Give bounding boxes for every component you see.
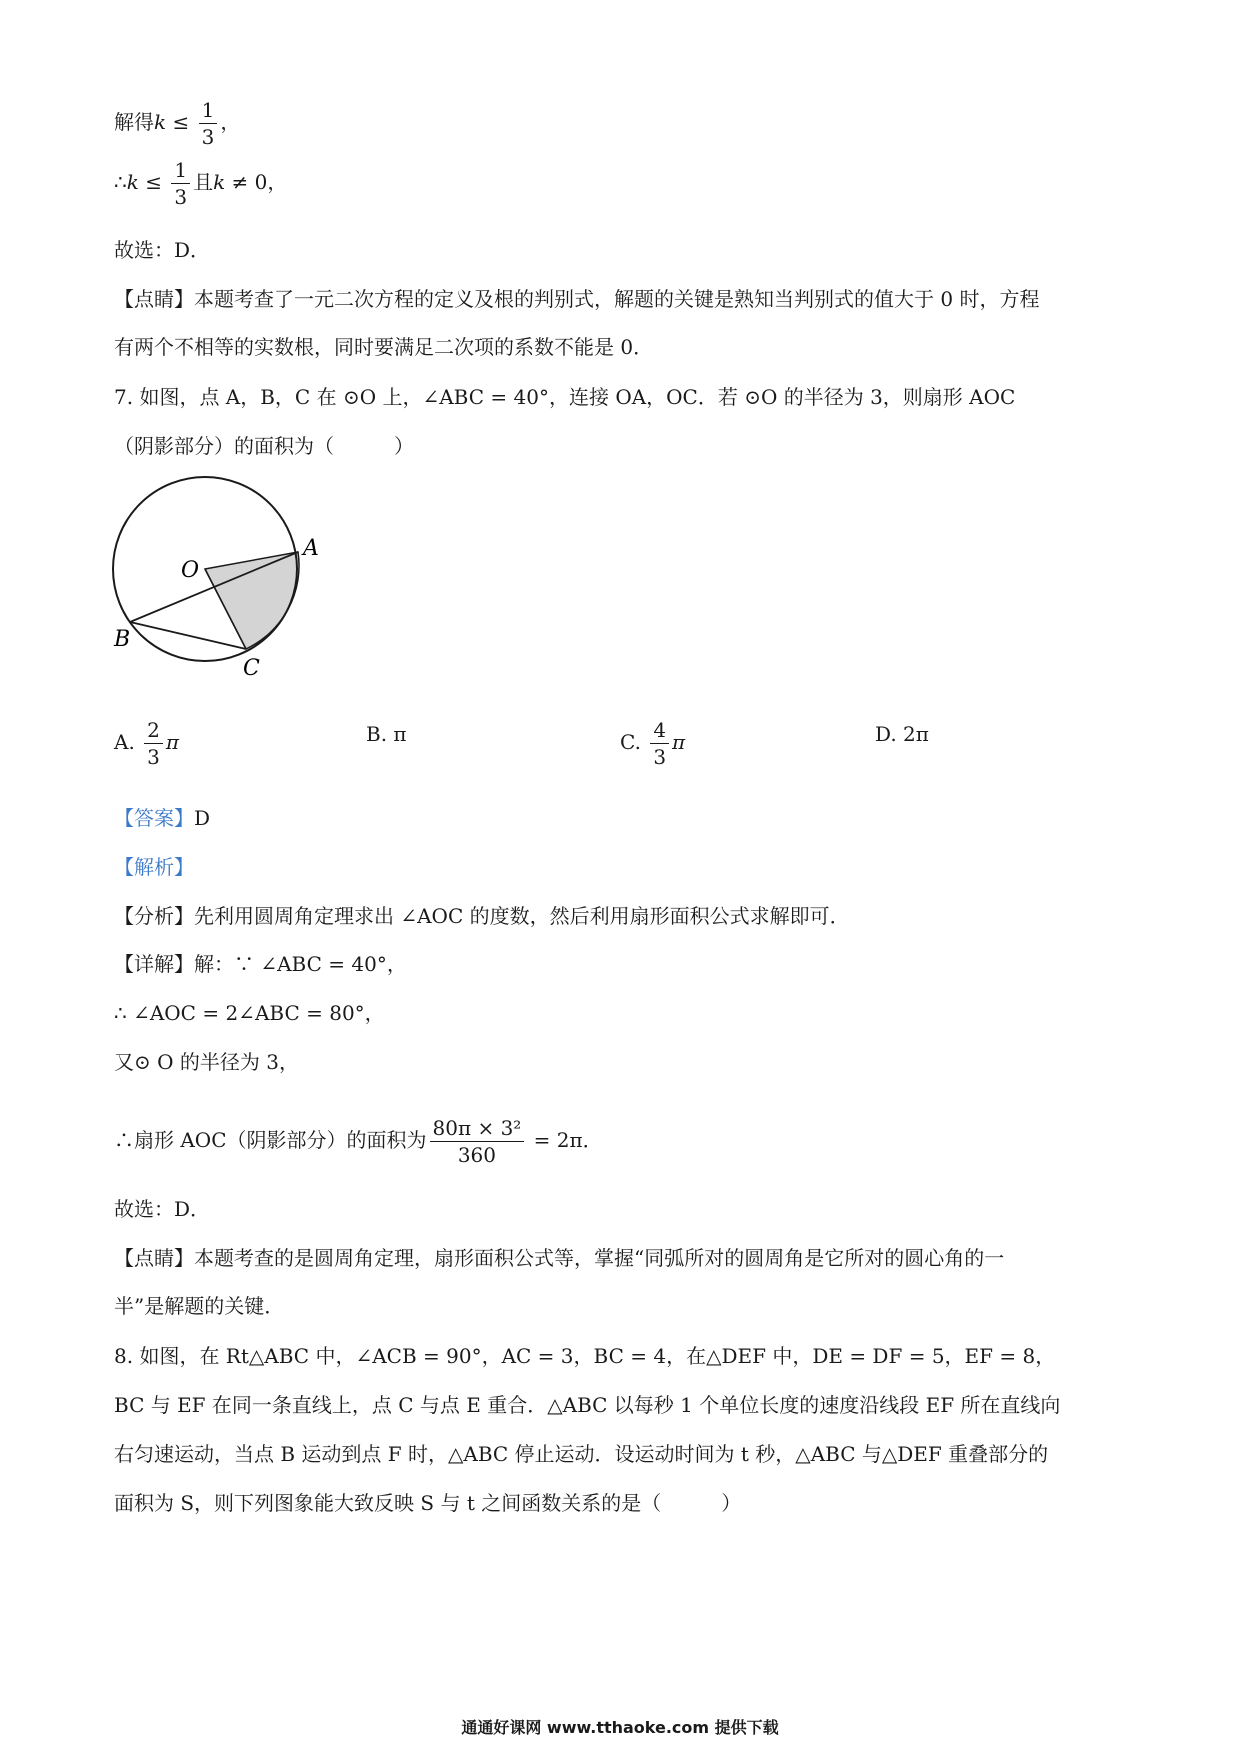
text: 解得 (114, 110, 154, 134)
numerator: 4 (650, 720, 669, 744)
answer-tag: 【答案】 (114, 806, 194, 830)
solution-line-k-conclusion (114, 160, 287, 207)
question-8-line-2: BC 与 EF 在同一条直线上，点 C 与点 E 重合．△ABC 以每秒 1 个单位长度的速度沿线段 EF 所在直线向 (114, 1393, 1061, 1417)
comment-q7-line-1 (114, 1244, 1004, 1272)
detail-line-2: ∴ ∠AOC = 2∠ABC = 80°， (114, 1001, 385, 1025)
comment-tag: 【点睛】 (114, 287, 194, 311)
detail-line-3: 又⊙ O 的半径为 3， (114, 1050, 299, 1074)
answer-line (114, 804, 210, 832)
detail-text: = 2π． (527, 1128, 603, 1152)
option-label: A. (114, 730, 135, 754)
detail-text: ∴扇形 AOC（阴影部分）的面积为 (114, 1128, 427, 1152)
fraction-two-thirds (144, 720, 163, 767)
detail-text: 解：∵ ∠ABC = 40°， (194, 952, 407, 976)
denominator: 3 (201, 125, 215, 149)
detail-tag: 【详解】 (114, 952, 194, 976)
circle-sector-figure (100, 470, 360, 690)
numerator: 1 (199, 100, 218, 124)
comment-text: 本题考查的是圆周角定理，扇形面积公式等，掌握“同弧所对的圆周角是它所对的圆心角的一 (194, 1246, 1005, 1270)
fenxi-line (114, 902, 850, 930)
label-b: B (114, 627, 131, 652)
choice-line-q7: 故选：D． (114, 1197, 211, 1221)
var-k: k (213, 170, 226, 194)
solution-line-k-bound (114, 100, 240, 147)
option-d: D. 2π (875, 722, 929, 746)
text: ≠ 0， (225, 170, 288, 194)
fraction-one-third (199, 100, 218, 147)
comment-text: 本题考查了一元二次方程的定义及根的判别式，解题的关键是熟知当判别式的值大于 0 时，方程 (194, 287, 1040, 311)
fraction-sector-area (430, 1118, 525, 1165)
analysis-tag: 【解析】 (114, 855, 194, 879)
question-7-stem-line-1: 7. 如图，点 A，B，C 在 ⊙O 上，∠ABC = 40°，连接 OA，OC．若 ⊙O 的半径为 3，则扇形 AOC (114, 385, 1016, 409)
text: ， (220, 110, 241, 134)
numerator: 80π × 3² (430, 1118, 525, 1142)
label-c: C (243, 656, 260, 681)
text: ≤ (166, 110, 196, 134)
denominator: 3 (653, 745, 667, 769)
text: ≤ (138, 170, 169, 194)
denominator: 3 (174, 185, 188, 209)
pi: π (165, 730, 180, 754)
pi: π (672, 730, 686, 754)
analysis-heading (114, 853, 194, 881)
option-b: B. π (366, 722, 407, 746)
numerator: 2 (144, 720, 163, 744)
question-7-stem-line-2: （阴影部分）的面积为（ ） (114, 434, 414, 458)
page-footer: 通通好课网 www.tthaoke.com 提供下载 (461, 1718, 779, 1737)
question-8-line-1: 8. 如图，在 Rt△ABC 中，∠ACB = 90°，AC = 3，BC = 4，在△DEF 中，DE = DF = 5，EF = 8， (114, 1344, 1056, 1368)
detail-line-1 (114, 950, 407, 978)
var-k: k (154, 110, 167, 134)
text: 且 (193, 170, 214, 194)
choice-line: 故选：D． (114, 238, 211, 262)
fraction-one-third (171, 160, 190, 207)
option-label: C. (620, 730, 641, 754)
option-c (620, 720, 685, 767)
detail-line-4 (114, 1118, 603, 1165)
comment-q7-line-2: 半”是解题的关键． (114, 1294, 285, 1318)
label-o: O (181, 558, 200, 583)
fenxi-text: 先利用圆周角定理求出 ∠AOC 的度数，然后利用扇形面积公式求解即可． (194, 904, 850, 928)
denominator: 360 (457, 1143, 496, 1167)
therefore-symbol: ∴ (114, 170, 127, 194)
fenxi-tag: 【分析】 (114, 904, 194, 928)
numerator: 1 (171, 160, 190, 184)
var-k: k (126, 170, 139, 194)
comment-line-2: 有两个不相等的实数根，同时要满足二次项的系数不能是 0． (114, 335, 654, 359)
comment-tag: 【点睛】 (114, 1246, 194, 1270)
chord-bc (130, 622, 246, 649)
answer-value: D (194, 806, 211, 830)
comment-line-1 (114, 285, 1039, 313)
fraction-four-thirds (650, 720, 669, 767)
label-a: A (303, 536, 319, 561)
question-8-line-3: 右匀速运动，当点 B 运动到点 F 时，△ABC 停止运动．设运动时间为 t 秒，△ABC 与△DEF 重叠部分的 (114, 1442, 1049, 1466)
shaded-sector-aoc (205, 552, 299, 649)
denominator: 3 (147, 745, 160, 769)
option-a (114, 720, 179, 767)
question-8-line-4: 面积为 S，则下列图象能大致反映 S 与 t 之间函数关系的是（ ） (114, 1491, 742, 1515)
